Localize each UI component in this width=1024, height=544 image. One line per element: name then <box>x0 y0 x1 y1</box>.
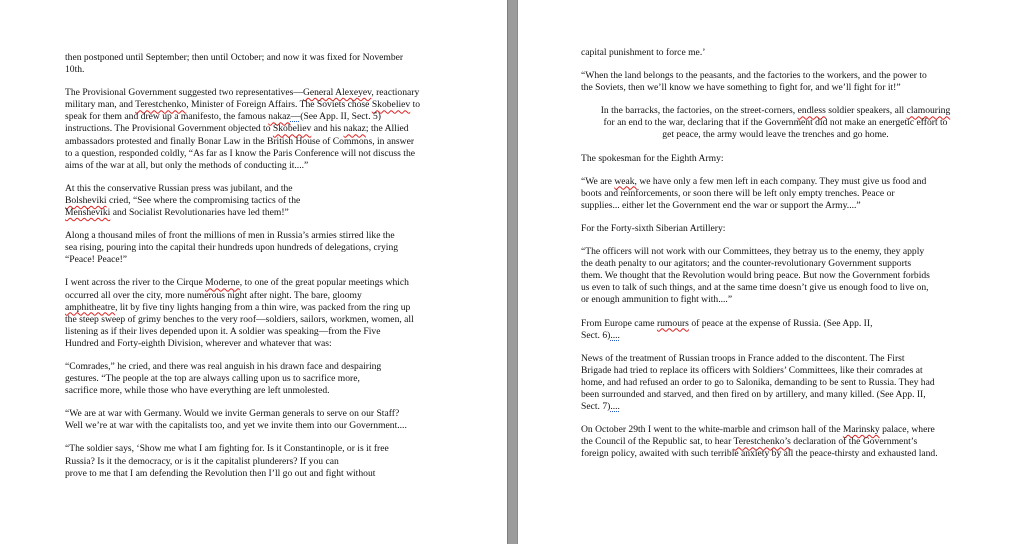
text-run: palace, where <box>879 424 935 436</box>
spellcheck-word: endless <box>797 105 826 117</box>
text-line <box>65 242 469 254</box>
text-run: the Council of the Republic sat, to hear <box>581 436 734 448</box>
text-line <box>581 270 970 282</box>
text-line <box>581 223 970 235</box>
spellcheck-word: Skobeliev <box>272 123 312 135</box>
spellcheck-word: Skobeliev <box>371 99 411 111</box>
text-run: News of the treatment of Russian troops in France added to the discontent. The First <box>581 352 905 364</box>
spellcheck-word: nakaz <box>268 111 291 123</box>
text-line <box>65 314 469 326</box>
text-run: , Minister of Foreign Affairs. The Soviets chose <box>186 99 372 111</box>
text-run: Hundred and Forty-eighth Division, wherever and whatever that was: <box>65 337 332 349</box>
text-line <box>581 200 970 212</box>
paragraph <box>65 361 469 397</box>
paragraph <box>65 230 469 266</box>
text-run: Along a thousand miles of front the millions of men in Russia’s armies stirred like the <box>65 230 395 242</box>
right-page-body <box>581 47 970 460</box>
text-line <box>65 456 469 468</box>
text-run: Sect. 6) <box>581 329 611 341</box>
text-run: soldier speakers, all <box>825 105 907 117</box>
text-run: From Europe came <box>581 317 657 329</box>
text-run: the steep sweep of grimy benches to the very roof—soldiers, sailors, workmen, women, all <box>65 313 414 325</box>
text-run: “The officers will not work with our Committees, they betray us to the enemy, they apply <box>581 246 925 258</box>
text-line <box>581 117 970 129</box>
text-run: the death penalty to our agitators; and the counter-revolutionary Government supports <box>581 258 912 270</box>
text-line <box>65 338 469 350</box>
text-run: sacrifice more, while those who have everything are left unmolested. <box>65 385 330 397</box>
text-run: and his <box>311 123 344 135</box>
document-page-right <box>518 0 1024 544</box>
paragraph <box>581 153 970 165</box>
paragraph <box>65 443 469 479</box>
text-run: supplies... either let the Government end the war or support the Army....” <box>581 199 861 211</box>
text-run: to a question, responded coldly, “As far as I know the Paris Conference will not discuss the <box>65 147 416 159</box>
text-run: occurred all over the city, more numerous night after night. The bare, gloomy <box>65 289 362 301</box>
text-line <box>65 385 469 397</box>
text-line <box>65 408 469 420</box>
text-line <box>65 87 469 99</box>
paragraph <box>65 277 469 350</box>
text-line <box>65 420 469 432</box>
spellcheck-word: amphitheatre <box>65 301 116 313</box>
spellcheck-word: Bolsheviki <box>65 194 107 206</box>
text-line <box>581 153 970 165</box>
text-run: , reactionary <box>371 87 420 99</box>
text-line <box>581 318 970 330</box>
text-line <box>65 302 469 314</box>
text-run: for an end to the war, declaring that if the Government did not make an energetic effort to <box>603 117 948 129</box>
text-run: sea rising, pouring into the capital their hundreds upon hundreds of delegations, crying <box>65 242 399 254</box>
text-line <box>581 246 970 258</box>
text-run: 10th. <box>65 64 85 76</box>
text-run: been surrounded and starved, and then fired on by artillery, and many killed. (See App. II, <box>581 388 926 400</box>
text-run: On October 29th I went to the white-marble and crimson hall of the <box>581 424 843 436</box>
text-line <box>65 207 469 219</box>
text-run: military man, and <box>65 99 136 111</box>
spellcheck-word: rumours <box>656 317 689 329</box>
text-line <box>65 277 469 289</box>
spellcheck-word: weak, <box>614 175 637 187</box>
paragraph <box>65 52 469 76</box>
text-line <box>581 282 970 294</box>
paragraph <box>65 87 469 172</box>
text-run: or enough ammunition to fight with....” <box>581 294 733 306</box>
text-line <box>65 160 469 172</box>
text-run: gestures. “The people at the top are always calling upon us to sacrifice more, <box>65 373 360 385</box>
text-line <box>65 148 469 160</box>
text-line <box>65 230 469 242</box>
text-run: cried, “See where the compromising tactics of the <box>106 194 301 206</box>
text-line <box>65 183 469 195</box>
spellcheck-word: clamouring <box>906 105 951 117</box>
text-line <box>581 129 970 141</box>
text-line <box>581 47 970 59</box>
text-line <box>581 448 970 460</box>
text-line <box>581 365 970 377</box>
text-line <box>65 468 469 480</box>
text-run: (See App. II, Sect. 5) <box>300 111 381 123</box>
paragraph <box>581 176 970 212</box>
text-run: instructions. The Provisional Government objected to <box>65 123 273 135</box>
paragraph <box>65 183 469 219</box>
paragraph <box>581 47 970 59</box>
text-run: them. We thought that the Revolution would bring peace. But now the Government forbids <box>581 270 930 282</box>
text-line <box>65 99 469 111</box>
text-run: foreign policy, awaited with such terrible anxiety by all the peace-thirsty and exhausted land. <box>581 448 938 460</box>
text-run: Brigade had tried to replace its officers with Soldiers’ Committees, like their comrades at <box>581 364 923 376</box>
spellcheck-word: Marinsky <box>842 424 880 436</box>
text-run: declaration of the Government’s <box>790 436 918 448</box>
text-run: ambassadors protested and finally Bonar Law in the British House of Commons, in answer <box>65 135 415 147</box>
text-run: speak for them and drew up a manifesto, the famous <box>65 111 269 123</box>
text-line <box>65 443 469 455</box>
spellcheck-word: Mensheviki <box>65 207 111 219</box>
text-run: to <box>410 99 421 111</box>
spellcheck-word: Terestchenko’s <box>733 436 791 448</box>
text-line <box>65 290 469 302</box>
text-line <box>65 361 469 373</box>
text-run: “The soldier says, ‘Show me what I am fighting for. Is it Constantinople, or is it free <box>65 443 389 455</box>
text-run: Sect. 7) <box>581 401 611 413</box>
text-run: “When the land belongs to the peasants, and the factories to the workers, and the power to <box>581 70 927 82</box>
spellcheck-word: Terestchenko <box>135 99 187 111</box>
text-run: we have only a few men left in each company. They must give us food and <box>636 175 927 187</box>
text-run: ; the Allied <box>365 123 409 135</box>
left-page-body <box>65 52 469 480</box>
text-run: capital punishment to force me.’ <box>581 47 706 58</box>
text-line <box>581 105 970 117</box>
text-run: “Comrades,” he cried, and there was real anguish in his drawn face and despairing <box>65 360 382 372</box>
grammar-mark: .... <box>610 401 620 413</box>
text-run: The spokesman for the Eighth Army: <box>581 152 724 164</box>
grammar-mark: — <box>290 111 301 123</box>
text-line <box>581 330 970 342</box>
text-line <box>581 258 970 270</box>
paragraph <box>581 246 970 306</box>
text-line <box>581 377 970 389</box>
text-run: For the Forty-sixth Siberian Artillery: <box>581 222 726 234</box>
document-page-left <box>0 0 507 544</box>
text-line <box>581 82 970 94</box>
text-run: I went across the river to the Cirque <box>65 277 206 289</box>
text-run: prove to me that I am defending the Revolution then I’ll go out and fight without <box>65 467 376 479</box>
text-run: us even to talk of such things, and at the same time doesn’t give us enough food to live on, <box>581 282 929 294</box>
text-line <box>65 373 469 385</box>
text-line <box>581 424 970 436</box>
text-line <box>581 188 970 200</box>
text-run: aims of the war at all, but only the methods of conducting it....” <box>65 159 309 171</box>
text-run: “We are <box>581 175 615 187</box>
text-run: In the barracks, the factories, on the street-corners, <box>600 105 798 117</box>
text-run: “Peace! Peace!” <box>65 254 128 266</box>
spellcheck-word: Moderne <box>205 277 240 289</box>
grammar-mark: .... <box>610 329 620 341</box>
paragraph <box>65 408 469 432</box>
text-line <box>581 353 970 365</box>
text-line <box>65 111 469 123</box>
text-line <box>581 389 970 401</box>
paragraph <box>581 424 970 460</box>
text-line <box>581 176 970 188</box>
text-line <box>65 195 469 207</box>
paragraph <box>581 70 970 94</box>
text-run: then postponed until September; then until October; and now it was fixed for November <box>65 52 404 63</box>
text-run: Russia? Is it the democracy, or is it the capitalist plunderers? If you can <box>65 455 339 467</box>
text-line <box>65 123 469 135</box>
text-run: home, and had refused an order to go to Salonika, demanding to be sent to Russia. They had <box>581 376 935 388</box>
text-line <box>581 70 970 82</box>
text-run: listening as if their lives depended upon it. A soldier was speaking—from the Five <box>65 325 381 337</box>
spellcheck-word: nakaz <box>343 123 366 135</box>
paragraph <box>581 318 970 342</box>
text-run: Well we’re at war with the capitalists too, and yet we invite them into our Government.... <box>65 420 407 432</box>
text-line <box>581 401 970 413</box>
text-run: , to one of the great popular meetings which <box>239 277 409 289</box>
spellcheck-word: General Alexeyev <box>302 87 372 99</box>
text-run: At this the conservative Russian press was jubilant, and the <box>65 182 293 194</box>
page-gutter <box>507 0 518 544</box>
text-line <box>581 436 970 448</box>
text-run: and Socialist Revolutionaries have led them!” <box>110 207 289 219</box>
text-run: The Provisional Government suggested two representatives— <box>65 87 303 99</box>
text-run: get peace, the army would leave the trenches and go home. <box>662 129 889 141</box>
text-line <box>65 52 469 64</box>
paragraph <box>581 105 970 141</box>
text-run: of peace at the expense of Russia. (See App. II, <box>688 317 873 329</box>
text-line <box>65 64 469 76</box>
paragraph <box>581 353 970 413</box>
paragraph <box>581 223 970 235</box>
text-line <box>581 294 970 306</box>
text-line <box>65 326 469 338</box>
text-run: boots and reinforcements, or soon there will be left only empty trenches. Peace or <box>581 187 895 199</box>
text-line <box>65 136 469 148</box>
text-run: “We are at war with Germany. Would we invite German generals to serve on our Staff? <box>65 408 400 420</box>
text-line <box>65 254 469 266</box>
text-run: the Soviets, then we’ll know we have something to fight for, and we’ll fight for it!” <box>581 82 901 94</box>
text-run: , lit by five tiny lights hanging from a thin wire, was packed from the ring up <box>115 301 411 313</box>
